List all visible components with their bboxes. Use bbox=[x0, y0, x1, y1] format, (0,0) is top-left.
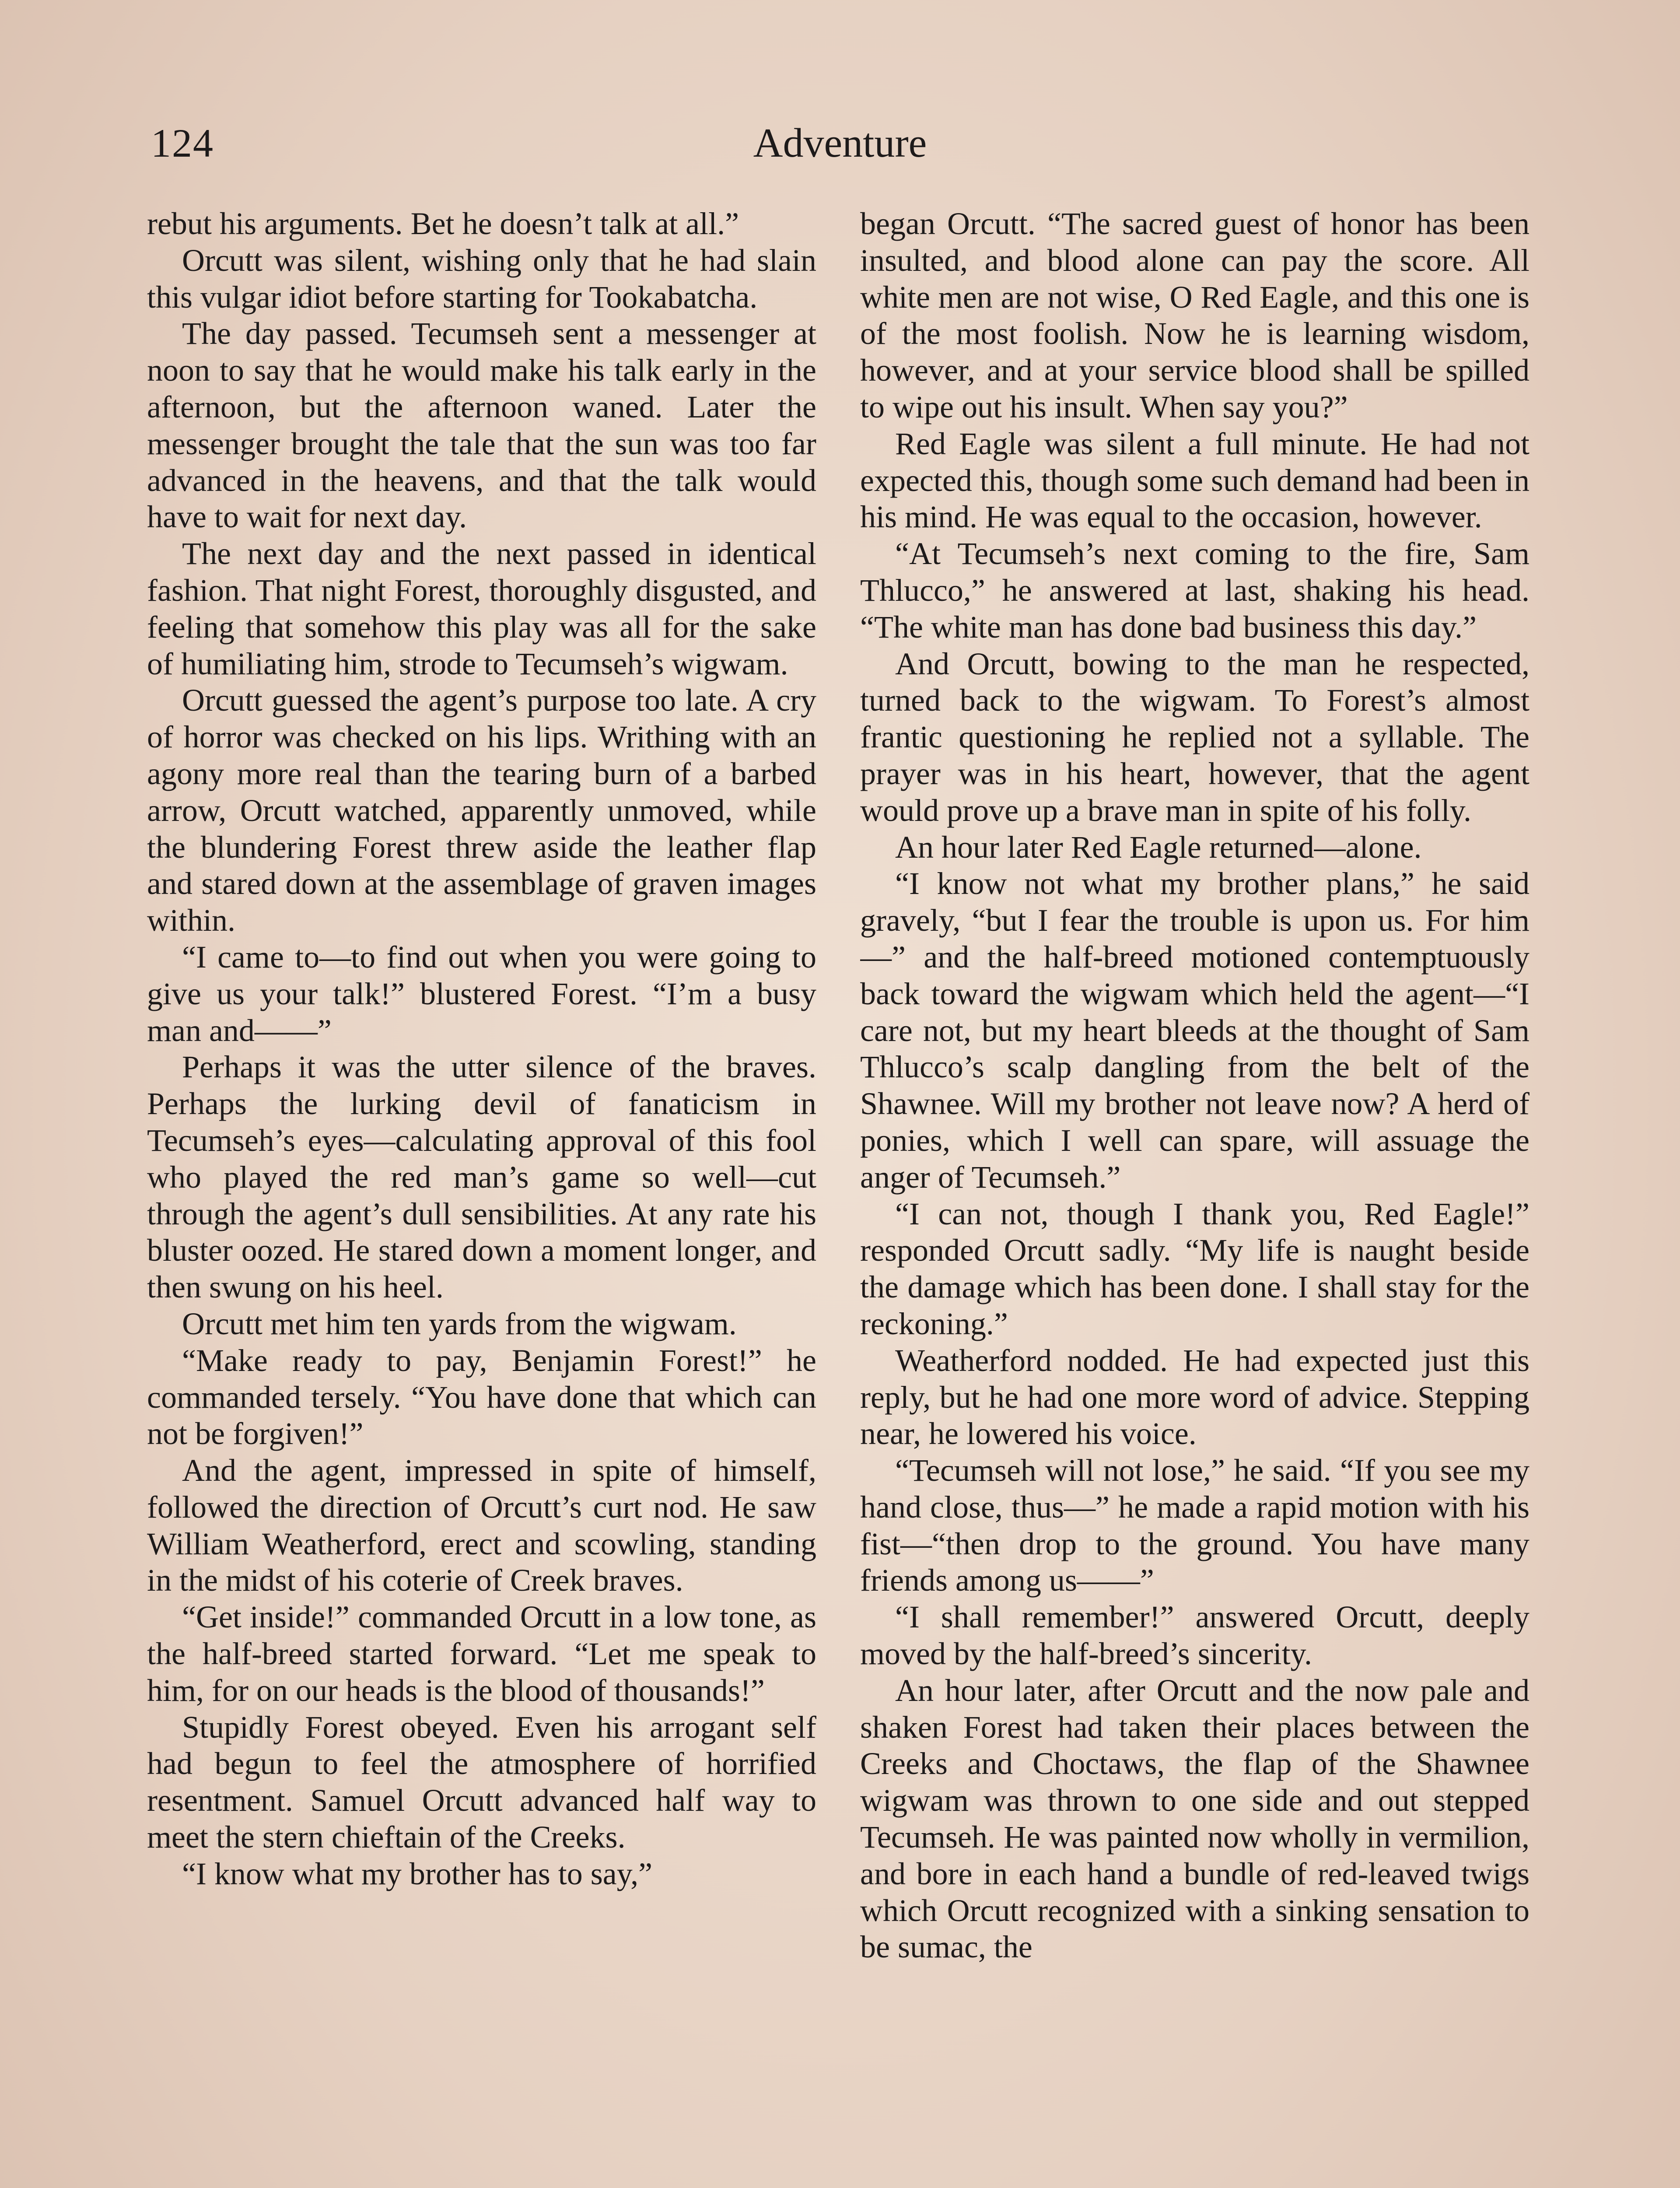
left-column bbox=[147, 206, 816, 2188]
paragraph: “Make ready to pay, Benjamin Forest!” he commanded tersely. “You have done that which can not be forgiven!” bbox=[147, 1343, 816, 1452]
running-title: Adventure bbox=[753, 120, 927, 166]
paragraph: rebut his arguments. Bet he doesn’t talk at all.” bbox=[147, 206, 739, 241]
paragraph: “Tecumseh will not lose,” he said. “If you see my hand close, thus—” he made a rapid motion with his fist—“then drop to the ground. You have many friends among us——” bbox=[860, 1453, 1530, 1598]
paragraph: Weatherford nodded. He had expected just this reply, but he had one more word of advice. Stepping near, he lowered his voice. bbox=[860, 1343, 1530, 1452]
page-header bbox=[0, 115, 1680, 172]
paragraph: “I came to—to find out when you were going to give us your talk!” blustered Forest. “I’m a busy man and——” bbox=[147, 939, 816, 1048]
paragraph: “Get inside!” commanded Orcutt in a low tone, as the half-breed started forward. “Let me speak to him, for on our heads is the blood of thousands!” bbox=[147, 1599, 816, 1708]
paragraph: “I can not, though I thank you, Red Eagle!” responded Orcutt sadly. “My life is naught beside the damage which has been done. I shall stay for the reckoning.” bbox=[860, 1196, 1530, 1341]
paragraph: And the agent, impressed in spite of himself, followed the direction of Orcutt’s curt nod. He saw William Weatherford, erect and scowling, standing in the midst of his coterie of Creek braves. bbox=[147, 1453, 816, 1598]
paragraph: The day passed. Tecumseh sent a messenger at noon to say that he would make his talk early in the afternoon, but the afternoon waned. Later the messenger brought the tale that the sun was too far advanced in the heavens, and that the talk would have to wait for next day. bbox=[147, 316, 816, 535]
page-number: 124 bbox=[151, 121, 214, 165]
right-column bbox=[860, 206, 1530, 2188]
paragraph: Red Eagle was silent a full minute. He had not expected this, though some such demand had been in his mind. He was equal to the occasion, however. bbox=[860, 426, 1530, 535]
paragraph: And Orcutt, bowing to the man he respected, turned back to the wigwam. To Forest’s almost frantic questioning he replied not a syllable. The prayer was in his heart, however, that the agent would prove up a brave man in spite of his folly. bbox=[860, 646, 1530, 828]
paragraph: Stupidly Forest obeyed. Even his arrogant self had begun to feel the atmosphere of horrified resentment. Samuel Orcutt advanced half way to meet the stern chieftain of the Creeks. bbox=[147, 1709, 816, 1855]
paragraph: “At Tecumseh’s next coming to the fire, Sam Thlucco,” he answered at last, shaking his head. “The white man has done bad business this day.” bbox=[860, 536, 1530, 645]
paragraph: Orcutt was silent, wishing only that he had slain this vulgar idiot before starting for Tookabatcha. bbox=[147, 242, 816, 315]
paragraph: An hour later, after Orcutt and the now pale and shaken Forest had taken their places between the Creeks and Choctaws, the flap of the Shawnee wigwam was thrown to one side and out stepped Tecumseh. He was painted now wholly in vermilion, and bore in each hand a bundle of red-leaved twigs which Orcutt recognized with a sinking sensation to be sumac, the bbox=[860, 1673, 1530, 1965]
paragraph: “I know what my brother has to say,” bbox=[182, 1856, 653, 1891]
paragraph: Perhaps it was the utter silence of the braves. Perhaps the lurking devil of fanaticism in Tecumseh’s eyes—calculating approval of this fool who played the red man’s game so well—cut through the agent’s dull sensibilities. At any rate his bluster oozed. He stared down a moment longer, and then swung on his heel. bbox=[147, 1049, 816, 1305]
paragraph: An hour later Red Eagle returned—alone. bbox=[895, 829, 1422, 865]
paragraph: “I shall remember!” answered Orcutt, deeply moved by the half-breed’s sincerity. bbox=[860, 1599, 1530, 1672]
paragraph: “I know not what my brother plans,” he said gravely, “but I fear the trouble is upon us. For him—” and the half-breed motioned contemptuously back toward the wigwam which held the agent—“I care not, but my heart bleeds at the thought of Sam Thlucco’s scalp dangling from the belt of the Shawnee. Will my brother not leave now? A herd of ponies, which I well can spare, will assuage the anger of Tecumseh.” bbox=[860, 866, 1530, 1195]
paragraph: Orcutt met him ten yards from the wigwam. bbox=[182, 1306, 737, 1341]
paragraph: Orcutt guessed the agent’s purpose too late. A cry of horror was checked on his lips. Writhing with an agony more real than the tearing burn of a barbed arrow, Orcutt watched, apparently unmoved, while the blundering Forest threw aside the leather flap and stared down at the assemblage of graven images within. bbox=[147, 683, 816, 938]
paragraph: began Orcutt. “The sacred guest of honor has been insulted, and blood alone can pay the score. All white men are not wise, O Red Eagle, and this one is of the most foolish. Now he is learning wisdom, however, and at your service blood shall be spilled to wipe out his insult. When say you?” bbox=[860, 206, 1530, 424]
paragraph: The next day and the next passed in identical fashion. That night Forest, thoroughly disgusted, and feeling that somehow this play was all for the sake of humiliating him, strode to Tecumseh’s wigwam. bbox=[147, 536, 816, 681]
